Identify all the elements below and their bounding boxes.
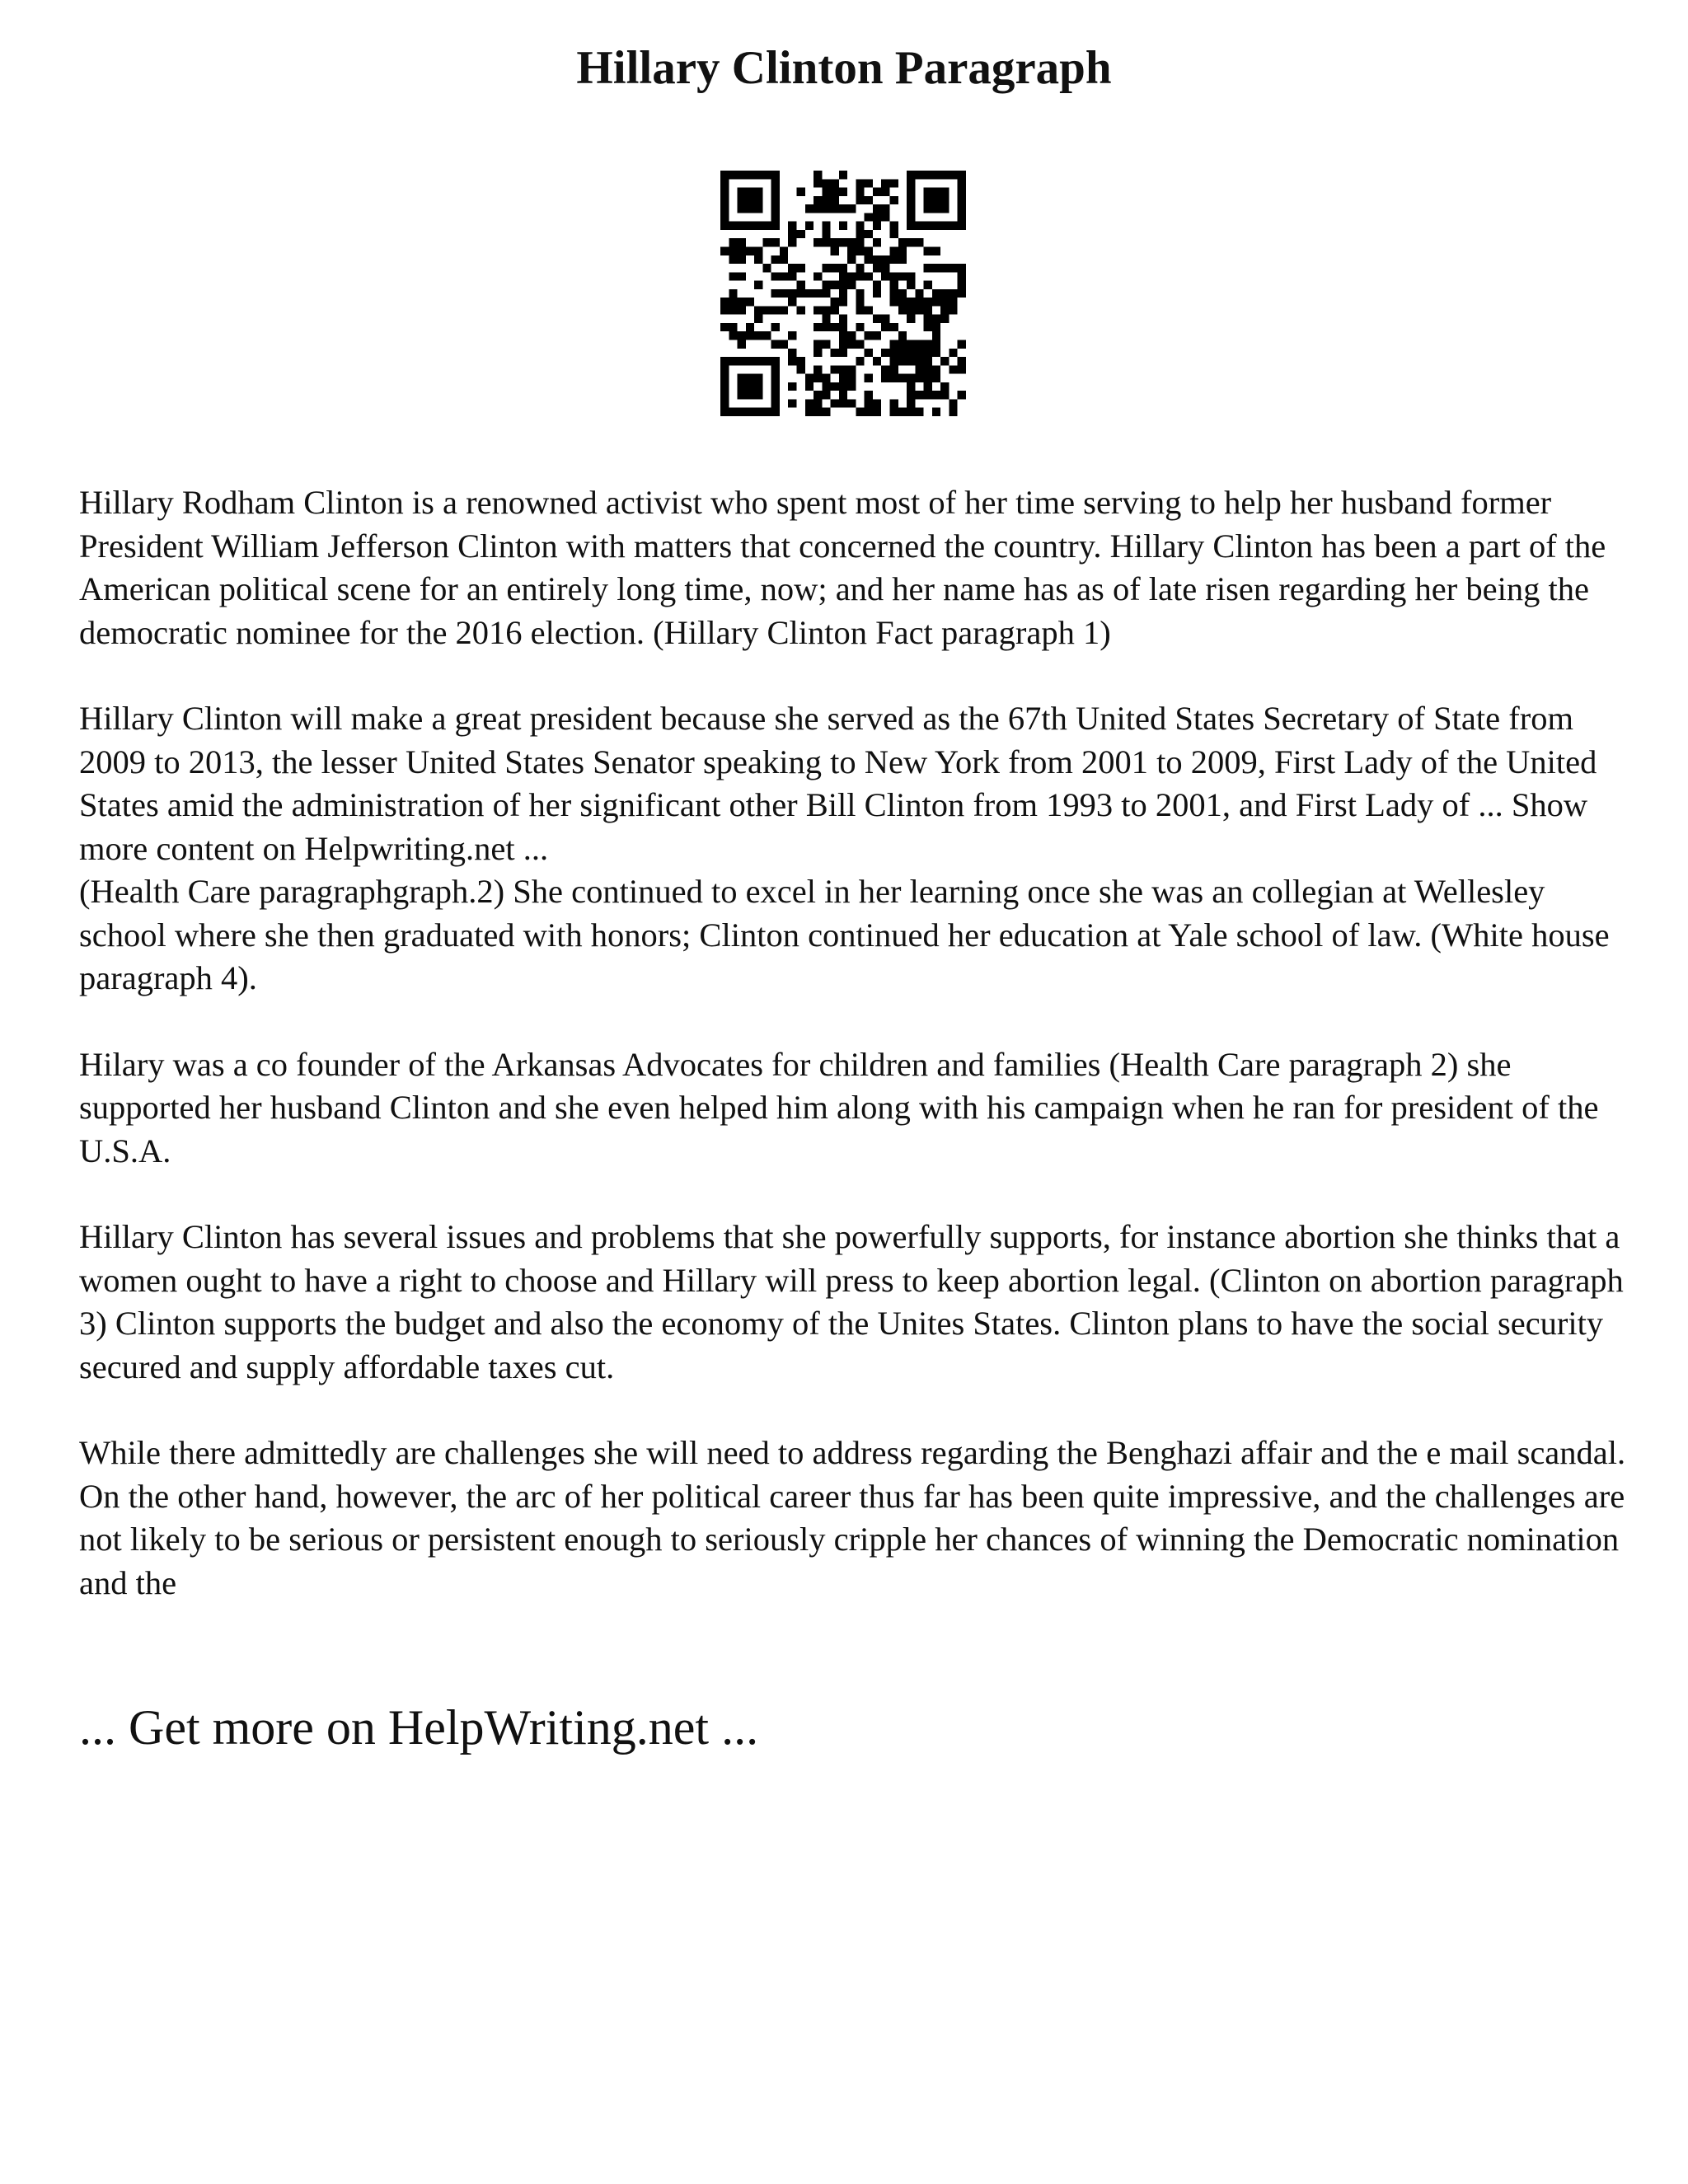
page-title: Hillary Clinton Paragraph (576, 42, 1112, 94)
paragraph: Hillary Clinton has several issues and problems that she powerfully supports, for instance abortion she thinks that a women ought to have a right to choose and Hillary will press to keep abortion legal. (Clinton on abortion paragraph 3) Clinton supports the budget and also the economy of the Unites States. Clinton plans to have the social security secured and supply affordable taxes cut. (79, 1218, 1624, 1385)
paragraph: Hillary Rodham Clinton is a renowned activist who spent most of her time serving to help her husband former President William Jefferson Clinton with matters that concerned the country. Hillary Clinton has been a part of the American political scene for an entirely long time, now; and her name has as of late risen regarding her being the democratic nominee for the 2016 election. (Hillary Clinton Fact paragraph 1) (79, 484, 1606, 651)
paragraph: Hillary Clinton will make a great president because she served as the 67th United States Secretary of State from 2009 to 2013, the lesser United States Senator speaking to New York from 2001 to 2009, First Lady of the United States amid the administration of her significant other Bill Clinton from 1993 to 2001, and First Lady of ... Show more content on Helpwriting.net ... (79, 700, 1597, 867)
article-body (79, 481, 1629, 1647)
get-more-link[interactable]: ... Get more on HelpWriting.net ... (79, 1700, 759, 1755)
paragraph: (Health Care paragraphgraph.2) She continued to excel in her learning once she was an collegian at Wellesley school where she then graduated with honors; Clinton continued her education at Yale school of law. (White house paragraph 4). (79, 873, 1610, 996)
paragraph: Hilary was a co founder of the Arkansas Advocates for children and families (Health Care paragraph 2) she supported her husband Clinton and she even helped him along with his campaign when he ran for president of the U.S.A. (79, 1045, 1599, 1169)
qr-code-icon (720, 171, 966, 416)
paragraph: While there admittedly are challenges she will need to address regarding the Benghazi affair and the e mail scandal. On the other hand, however, the arc of her political career thus far has been quite impressive, and the challenges are not likely to be serious or persistent enough to seriously cripple her chances of winning the Democratic nomination and the (79, 1434, 1626, 1601)
